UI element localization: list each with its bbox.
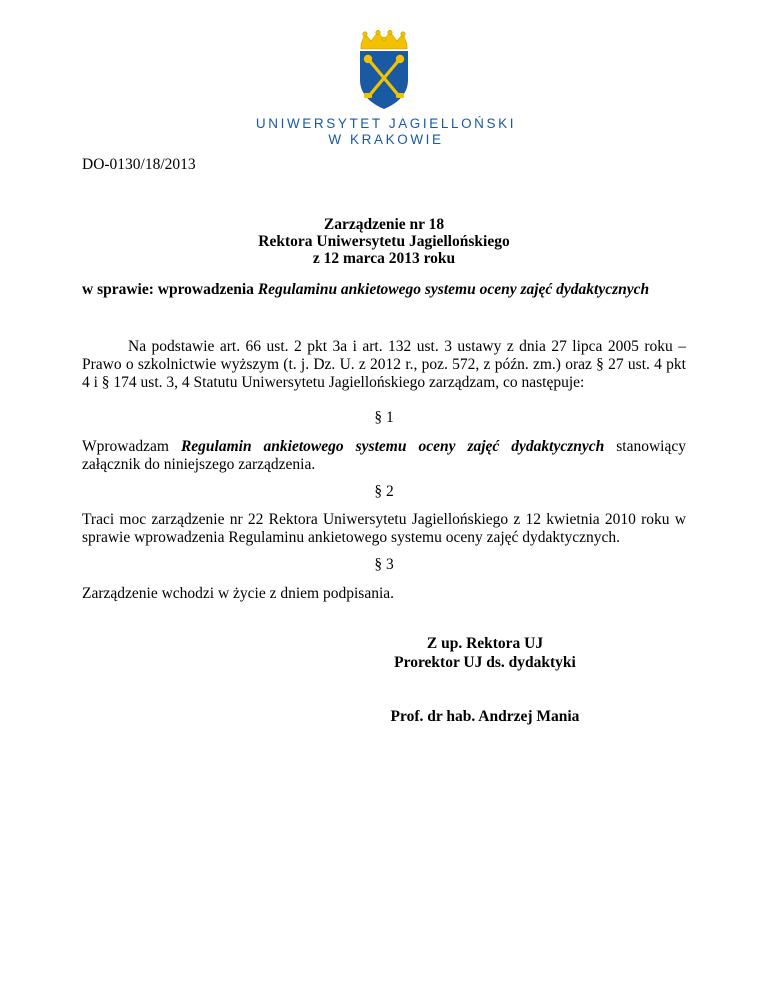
university-name: UNIWERSYTET JAGIELLOŃSKI xyxy=(255,116,517,131)
section-3-mark: § 3 xyxy=(374,556,394,573)
university-crest-icon xyxy=(351,30,417,110)
section-1-prefix: Wprowadzam xyxy=(82,438,181,455)
title-line-3: z 12 marca 2013 roku xyxy=(312,250,456,267)
section-2-paragraph: Traci moc zarządzenie nr 22 Rektora Uniwersytetu Jagiellońskiego z 12 kwietnia 2010 roku w sprawie wprowadzenia Regulaminu ankietowego systemu oceny zajęć dydaktycznych. xyxy=(82,511,686,546)
section-1-emphasis: Regulamin ankietowego systemu oceny zajęć dydaktycznych xyxy=(180,438,605,455)
letterhead xyxy=(0,30,768,148)
document-subject xyxy=(82,281,649,299)
section-1-suffix: stanowiący załącznik do niniejszego zarządzenia. xyxy=(82,438,686,473)
document-page: UNIWERSYTET JAGIELLOŃSKI W KRAKOWIE DO-0130/18/2013 Zarządzenie nr 18 Rektora Uniwersytetu Jagiellońskiego z 12 marca 2013 roku w sprawie: wprowadzenia Regulaminu ankietowego systemu oceny zajęć dydaktycznych Na podstawie art. 66 ust. 2 pkt 3a i art. 132 ust. 3 ustawy z dnia 27 lipca 2005 roku – Prawo o szkolnictwie wyższym (t. j. Dz. U. z 2012 r., poz. 572, z późn. zm.) oraz § 27 ust. 4 pkt 4 i § 174 ust. 3, 4 Statutu Uniwersytetu Jagiellońskiego zarządzam, co następuje: § 1 Wprowadzam Regulamin ankietowego systemu oceny zajęć dydaktycznych stanowiący załącznik do niniejszego zarządzenia. § 2 Traci moc zarządzenie nr 22 Rektora Uniwersytetu Jagiellońskiego z 12 kwietnia 2010 roku w sprawie wprowadzenia Regulaminu ankietowego systemu oceny zajęć dydaktycznych. § 3 Zarządzenie wchodzi w życie z dniem podpisania. Z up. Rektora UJ Prorektor UJ ds. dydaktyki Prof. dr hab. Andrzej Mania xyxy=(0,0,768,994)
preamble-text: Na podstawie art. 66 ust. 2 pkt 3a i art. 132 ust. 3 ustawy z dnia 27 lipca 2005 roku – Prawo o szkolnictwie wyższym (t. j. Dz. U. z 2012 r., poz. 572, z późn. zm.) oraz § 27 ust. 4 pkt 4 i § 174 ust. 3, 4 Statutu Uniwersytetu Jagiellońskiego zarządzam, co następuje: xyxy=(82,338,686,391)
preamble-paragraph xyxy=(82,338,686,392)
section-3-paragraph: Zarządzenie wchodzi w życie z dniem podpisania. xyxy=(82,585,395,602)
title-line-1: Zarządzenie nr 18 xyxy=(323,216,445,233)
university-city: W KRAKOWIE xyxy=(328,132,444,147)
document-number: DO-0130/18/2013 xyxy=(82,156,196,173)
section-1-paragraph xyxy=(82,438,686,474)
section-2-mark: § 2 xyxy=(374,483,394,500)
subject-prefix: w sprawie: wprowadzenia xyxy=(82,281,258,298)
section-1-mark: § 1 xyxy=(374,409,394,426)
title-line-2: Rektora Uniwersytetu Jagiellońskiego xyxy=(258,233,510,250)
document-title xyxy=(0,216,768,267)
subject-italic: Regulaminu ankietowego systemu oceny zajęć dydaktycznych xyxy=(257,281,650,298)
